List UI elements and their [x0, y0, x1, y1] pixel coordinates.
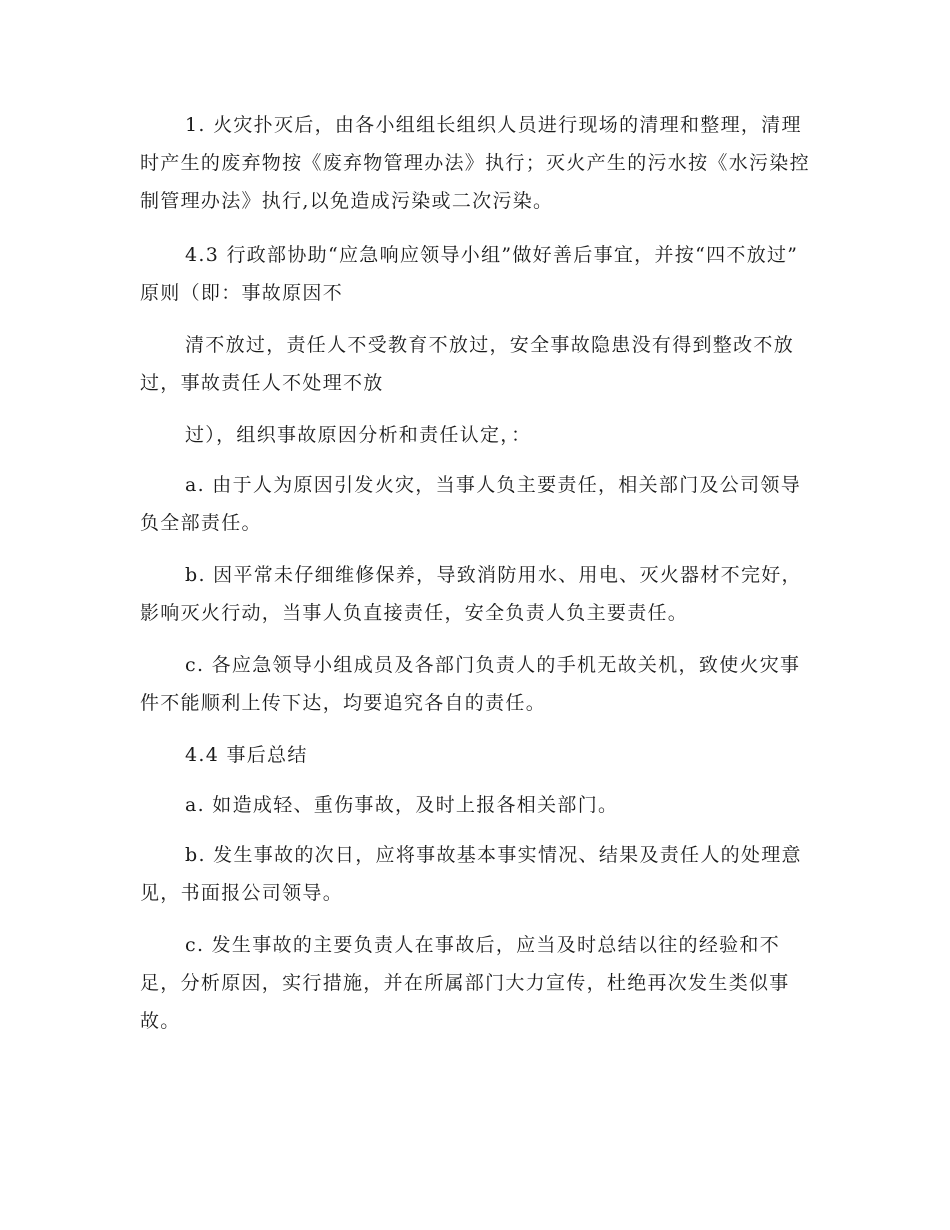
paragraph-item-b-next-day: b. 发生事故的次日，应将事故基本事实情况、结果及责任人的处理意见，书面报公司领导。	[140, 844, 802, 904]
paragraph-item-b-maintenance: b. 因平常未仔细维修保养，导致消防用水、用电、灭火器材不完好，影响灭火行动，当事人负直接责任，安全负责人负主要责任。	[140, 564, 802, 624]
paragraph-accident-analysis: 过），组织事故原因分析和责任认定，：	[185, 424, 532, 446]
paragraph-item-c-phones: c. 各应急领导小组成员及各部门负责人的手机无故关机，致使火灾事件不能顺利上传下达，均要追究各自的责任。	[140, 654, 801, 714]
paragraph-item-a-report: a. 如造成轻、重伤事故，及时上报各相关部门。	[185, 794, 619, 816]
paragraph-four-principles: 清不放过，责任人不受教育不放过，安全事故隐患没有得到整改不放过，事故责任人不处理不放	[140, 334, 795, 394]
paragraph-item-a-human-cause: a. 由于人为原因引发火灾，当事人负主要责任，相关部门及公司领导负全部责任。	[140, 474, 802, 534]
paragraph-item-c-summary: c. 发生事故的主要负责人在事故后，应当及时总结以往的经验和不足，分析原因，实行措施，并在所属部门大力宣传，杜绝再次发生类似事故。	[140, 934, 790, 1032]
paragraph-fire-cleanup: 1. 火灾扑灭后，由各小组组长组织人员进行现场的清理和整理，清理时产生的废弃物按《废弃物管理办法》执行；灭火产生的污水按《水污染控制管理办法》执行,以免造成污染或二次污染。	[140, 114, 810, 212]
section-heading-4-4: 4.4 事后总结	[185, 744, 308, 766]
paragraph-section-4-3: 4.3 行政部协助“应急响应领导小组”做好善后事宜，并按“四不放过” 原则（即：事故原因不	[140, 244, 799, 304]
